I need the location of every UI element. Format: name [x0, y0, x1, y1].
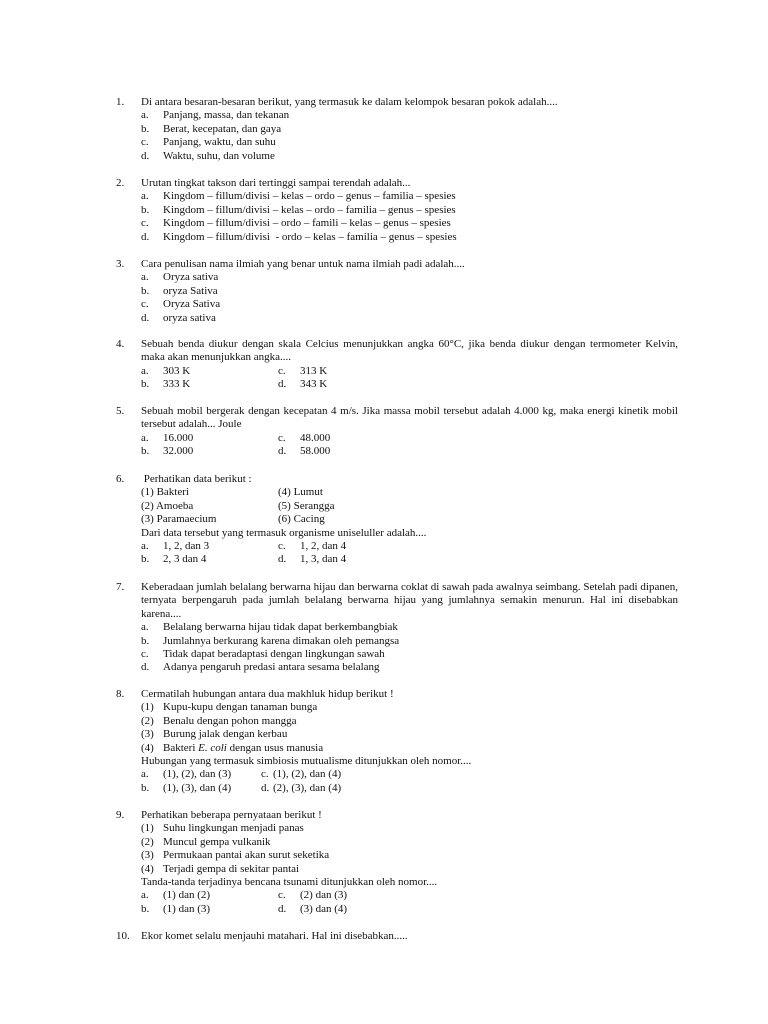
option-b: b. 32.000: [141, 445, 194, 458]
option-a: a. 16.000: [141, 431, 194, 444]
statement-list: [141, 822, 678, 876]
option-b: b. 2, 3 dan 4: [141, 553, 207, 566]
question-1: [116, 96, 678, 163]
question-number: 9.: [116, 809, 125, 821]
list-item: (2) Benalu dengan pohon mangga: [141, 714, 297, 727]
list-item: (4) Terjadi gempa di sekitar pantai: [141, 862, 300, 875]
question-10: [116, 930, 678, 943]
question-number: 8.: [116, 688, 125, 700]
question-text: Di antara besaran-besaran berikut, yang termasuk ke dalam kelompok besaran pokok adalah....: [141, 96, 558, 108]
question-number: 4.: [116, 338, 125, 350]
option-b: b. Kingdom – fillum/divisi – kelas – ordo – familia – genus – spesies: [141, 203, 456, 216]
list-item: (4) Lumut: [278, 486, 323, 499]
organism-list: [141, 486, 678, 526]
question-6: [116, 473, 678, 567]
question-number: 2.: [116, 177, 125, 189]
relationship-list: [141, 701, 678, 755]
list-item: (1) Bakteri: [141, 486, 189, 499]
option-d: d. 1, 3, dan 4: [278, 553, 347, 566]
question-number: 10.: [116, 930, 130, 942]
option-d: d. (3) dan (4): [278, 902, 348, 915]
option-c: c. Kingdom – fillum/divisi – ordo – famili – kelas – genus – spesies: [141, 217, 451, 230]
question-prompt: Dari data tersebut yang termasuk organisme uniseluller adalah....: [141, 526, 427, 539]
question-text: Cara penulisan nama ilmiah yang benar untuk nama ilmiah padi adalah....: [141, 258, 465, 270]
question-4: [116, 338, 678, 392]
question-text: Perhatikan beberapa pernyataan berikut !: [141, 809, 322, 821]
option-a: a. Panjang, massa, dan tekanan: [141, 109, 290, 122]
list-item: (2) Amoeba: [141, 499, 194, 512]
option-b: b. oryza Sativa: [141, 284, 218, 297]
question-text: Sebuah mobil bergerak dengan kecepatan 4 m/s. Jika massa mobil tersebut adalah 4.000 kg, maka energi kinetik mobil tersebut adalah... Joule: [141, 405, 678, 431]
list-item: (3) Paramaecium: [141, 513, 217, 526]
question-8: [116, 688, 678, 795]
list-item: (3) Burung jalak dengan kerbau: [141, 728, 288, 741]
option-a: a. Kingdom – fillum/divisi – kelas – ordo – genus – familia – spesies: [141, 190, 456, 203]
option-c: c. Panjang, waktu, dan suhu: [141, 136, 276, 149]
question-number: 7.: [116, 581, 125, 593]
question-number: 5.: [116, 405, 125, 417]
list-item: (1) Suhu lingkungan menjadi panas: [141, 822, 304, 835]
option-d: d. 343 K: [278, 378, 328, 391]
list-item: (4) Bakteri E. coli dengan usus manusia: [141, 741, 324, 754]
option-a: a. (1), (2), dan (3): [141, 768, 232, 781]
option-b: b. (1) dan (3): [141, 902, 211, 915]
question-text: Urutan tingkat takson dari tertinggi sampai terendah adalah...: [141, 177, 411, 189]
list-item: (3) Permukaan pantai akan surut seketika: [141, 849, 330, 862]
option-a: a. (1) dan (2): [141, 889, 211, 902]
option-c: c. 48.000: [278, 431, 331, 444]
option-a: a. 1, 2, dan 3: [141, 540, 210, 553]
list-item: (1) Kupu-kupu dengan tanaman bunga: [141, 701, 318, 714]
question-number: 1.: [116, 96, 125, 108]
question-text: Cermatilah hubungan antara dua makhluk hidup berikut !: [141, 688, 394, 700]
option-a: a. Belalang berwarna hijau tidak dapat berkembangbiak: [141, 621, 398, 634]
question-2: [116, 177, 678, 244]
question-text: Ekor komet selalu menjauhi matahari. Hal ini disebabkan.....: [141, 930, 408, 942]
option-d: d. Waktu, suhu, dan volume: [141, 149, 275, 162]
option-a: a. Oryza sativa: [141, 271, 219, 284]
option-c: c. 313 K: [278, 364, 328, 377]
option-c: c. Tidak dapat beradaptasi dengan lingkungan sawah: [141, 648, 385, 661]
option-d: d. oryza sativa: [141, 311, 216, 324]
question-prompt: Hubungan yang termasuk simbiosis mutualisme ditunjukkan oleh nomor....: [141, 755, 472, 768]
option-b: b. (1), (3), dan (4): [141, 781, 232, 794]
question-7: [116, 581, 678, 675]
question-number: 6.: [116, 473, 125, 485]
option-c: c. (2) dan (3): [278, 889, 348, 902]
option-d: d. (2), (3), dan (4): [261, 781, 342, 794]
question-text: Sebuah benda diukur dengan skala Celcius menunjukkan angka 60°C, jika benda diukur dengan termometer Kelvin, maka akan menunjukkan angka....: [141, 338, 678, 364]
question-5: [116, 405, 678, 459]
option-d: d. Adanya pengaruh predasi antara sesama belalang: [141, 661, 380, 674]
option-c: c. 1, 2, dan 4: [278, 540, 347, 553]
question-text: Keberadaan jumlah belalang berwarna hijau dan berwarna coklat di sawah pada awalnya seimbang. Setelah padi dipanen, ternyata berpengaruh pada jumlah belalang berwarna hijau yang jumlahnya semakin menurun. Hal ini disebabkan karena....: [141, 581, 678, 620]
option-d: d. Kingdom – fillum/divisi - ordo – kelas – familia – genus – spesies: [141, 230, 457, 243]
option-b: b. Berat, kecepatan, dan gaya: [141, 122, 282, 135]
question-prompt: Tanda-tanda terjadinya bencana tsunami ditunjukkan oleh nomor....: [141, 876, 438, 889]
option-b: b. 333 K: [141, 378, 191, 391]
list-item: (5) Serangga: [278, 499, 335, 512]
option-c: c. (1), (2), dan (4): [261, 768, 342, 781]
list-item: (2) Muncul gempa vulkanik: [141, 835, 271, 848]
option-a: a. 303 K: [141, 364, 191, 377]
option-d: d. 58.000: [278, 445, 331, 458]
list-item: (6) Cacing: [278, 513, 325, 526]
option-b: b. Jumlahnya berkurang karena dimakan oleh pemangsa: [141, 634, 400, 647]
question-number: 3.: [116, 258, 125, 270]
question-3: [116, 258, 678, 325]
option-c: c. Oryza Sativa: [141, 298, 221, 311]
question-9: [116, 809, 678, 916]
question-text: Perhatikan data berikut :: [141, 473, 252, 485]
